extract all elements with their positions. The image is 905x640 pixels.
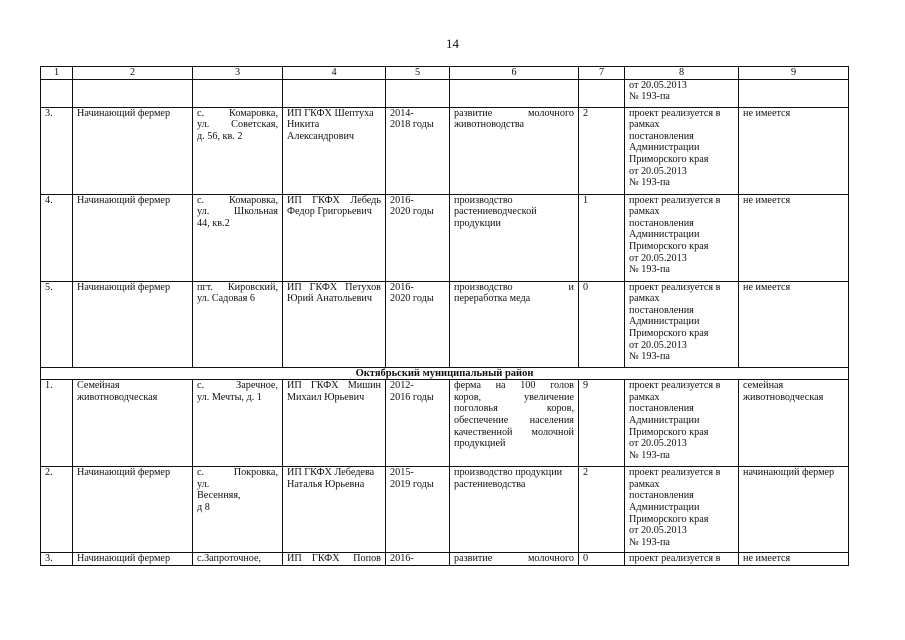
cell-program [625,553,739,566]
cell-text-line: с. Покровка, [197,467,278,479]
cell-text-line: Федор Григорьевич [287,206,372,218]
cell-text-line: обеспечение населения [454,414,574,426]
cell-status [739,79,849,107]
cell-program [625,107,739,194]
cell-text-line: ИП ГКФХ Попов [287,553,381,565]
table-row [41,194,849,281]
cell-owner [283,194,386,281]
cell-address [193,79,283,107]
cell-purpose [450,281,579,367]
cell-purpose [450,107,579,194]
cell-text-line: 44, кв.2 [197,217,230,229]
cell-text-line: Наталья Юрьевна [287,478,365,490]
cell-text-line: 2014- [390,107,414,119]
cell-text-line: Александрович [287,130,355,142]
cell-text-line: не имеется [743,194,791,206]
cell-text-line: ИП ГКФХ Шептуха [287,107,374,119]
cell-text-line: Приморского края [629,153,709,165]
cell-text-line: 0 [583,281,589,293]
cell-text-line: от 20.05.2013 [629,165,687,177]
cell-text-line: 1 [583,194,589,206]
cell-status [739,380,849,467]
column-number-5: 5 [386,67,450,80]
cell-text-line: 2016- [390,281,414,293]
cell-period [386,107,450,194]
cell-text-line: проект реализуется в [629,107,721,119]
section-header-row [41,367,849,380]
cell-program [625,194,739,281]
cell-program [625,380,739,467]
table-row [41,107,849,194]
column-number-2: 2 [73,67,193,80]
table-row [41,380,849,467]
cell-text-line: ферма на 100 голов [454,380,574,392]
cell-text-line: 2020 годы [390,206,434,218]
cell-farm-type [73,107,193,194]
cell-text-line: Начинающий фермер [77,467,171,479]
cell-text-line: 1. [45,380,53,392]
cell-owner [283,467,386,553]
cell-text-line: животноводческая [743,391,824,403]
cell-period [386,281,450,367]
cell-jobs [579,467,625,553]
cell-text-line: Администрации [629,229,700,241]
cell-text-line: рамках [629,478,660,490]
cell-text-line: ул. Мечты, д. 1 [197,391,262,403]
cell-text-line: 2016 годы [390,391,434,403]
cell-text-line: 3. [45,553,53,565]
cell-period [386,553,450,566]
cell-jobs [579,380,625,467]
cell-text-line: развитие молочного [454,553,574,565]
cell-owner [283,281,386,367]
cell-purpose [450,467,579,553]
cell-text-line: ул. Садовая 6 [197,293,255,305]
cell-text-line: 2 [583,467,589,479]
cell-text-line: Начинающий фермер [77,281,171,293]
cell-owner [283,553,386,566]
cell-jobs [579,79,625,107]
cell-address [193,107,283,194]
cell-text-line: постановления [629,217,694,229]
column-number-1: 1 [41,67,73,80]
cell-text-line: Начинающий фермер [77,194,171,206]
cell-text-line: ИП ГКФХ Петухов [287,281,381,293]
cell-farm-type [73,194,193,281]
cell-text-line: проект реализуется в [629,194,721,206]
cell-text-line: начинающий фермер [743,467,835,479]
cell-text-line: № 193-па [629,177,670,189]
cell-text-line: Семейная [77,380,120,392]
cell-text-line: 2016- [390,553,414,565]
cell-text-line: продукции [454,217,501,229]
table-row [41,467,849,553]
cell-text-line: № 193-па [629,91,670,103]
cell-purpose [450,79,579,107]
cell-jobs [579,553,625,566]
cell-period [386,79,450,107]
cell-text-line: проект реализуется в [629,380,721,392]
cell-text-line: Никита [287,119,320,131]
cell-text-line: с. Заречное, [197,380,278,392]
cell-text-line: Юрий Анатольевич [287,293,372,305]
cell-status [739,553,849,566]
cell-owner [283,107,386,194]
cell-text-line: проект реализуется в [629,553,721,565]
cell-farm-type [73,467,193,553]
cell-text-line: от 20.05.2013 [629,339,687,351]
cell-jobs [579,194,625,281]
cell-text-line: от 20.05.2013 [629,252,687,264]
cell-row-number [41,194,73,281]
cell-text-line: животноводства [454,119,525,131]
cell-text-line: переработка меда [454,293,531,305]
cell-text-line: с. Комаровка, [197,107,278,119]
cell-text-line: 2020 годы [390,293,434,305]
cell-purpose [450,194,579,281]
cell-purpose [450,553,579,566]
cell-text-line: производство и [454,281,574,293]
cell-text-line: проект реализуется в [629,281,721,293]
cell-text-line: производство [454,194,513,206]
cell-owner [283,79,386,107]
cell-text-line: Михаил Юрьевич [287,391,365,403]
column-number-9: 9 [739,67,849,80]
cell-text-line: Приморского края [629,513,709,525]
cell-text-line: 2 [583,107,589,119]
cell-text-line: Администрации [629,142,700,154]
cell-row-number [41,107,73,194]
cell-text-line: № 193-па [629,536,670,548]
cell-text-line: 2019 годы [390,478,434,490]
cell-text-line: ИП ГКФХ Лебедь [287,194,381,206]
cell-text-line: рамках [629,119,660,131]
cell-row-number [41,380,73,467]
cell-address [193,194,283,281]
cell-text-line: с.Запроточное, [197,553,262,565]
cell-text-line: животноводческая [77,391,158,403]
cell-text-line: 2015- [390,467,414,479]
cell-text-line: от 20.05.2013 [629,79,687,91]
cell-text-line: продукцией [454,438,506,450]
page-number: 14 [446,36,459,51]
registry-table [40,66,849,566]
cell-text-line: № 193-па [629,264,670,276]
cell-status [739,467,849,553]
cell-text-line: 4. [45,194,53,206]
cell-text-line: рамках [629,391,660,403]
cell-text-line: постановления [629,490,694,502]
cell-text-line: 5. [45,281,53,293]
cell-text-line: развитие молочного [454,107,574,119]
cell-text-line: ул. Советская, [197,119,278,131]
cell-text-line: семейная [743,380,784,392]
cell-text-line: ИП ГКФХ Лебедева [287,467,375,479]
cell-purpose [450,380,579,467]
cell-text-line: коров, увеличение [454,391,574,403]
cell-text-line: ул. [197,478,210,490]
cell-text-line: постановления [629,304,694,316]
cell-text-line: рамках [629,293,660,305]
cell-text-line: проект реализуется в [629,467,721,479]
cell-text-line: Приморского края [629,327,709,339]
cell-text-line: Начинающий фермер [77,553,171,565]
cell-text-line: постановления [629,130,694,142]
cell-text-line: 2012- [390,380,414,392]
cell-text-line: от 20.05.2013 [629,438,687,450]
cell-row-number [41,281,73,367]
cell-text-line: растениеводческой [454,206,537,218]
cell-text-line: 2. [45,467,53,479]
cell-text-line: от 20.05.2013 [629,525,687,537]
table-body [41,67,849,566]
cell-farm-type [73,553,193,566]
cell-program [625,79,739,107]
cell-period [386,380,450,467]
cell-text-line: Администрации [629,501,700,513]
cell-text-line: д 8 [197,501,210,513]
cell-text-line: д. 56, кв. 2 [197,130,243,142]
cell-row-number [41,467,73,553]
cell-text-line: 2018 годы [390,119,434,131]
cell-text-line: рамках [629,206,660,218]
cell-jobs [579,107,625,194]
cell-period [386,467,450,553]
cell-address [193,281,283,367]
cell-address [193,553,283,566]
column-number-3: 3 [193,67,283,80]
cell-status [739,107,849,194]
cell-status [739,281,849,367]
column-number-4: 4 [283,67,386,80]
cell-text-line: растениеводства [454,478,526,490]
cell-text-line: не имеется [743,107,791,119]
table-row [41,553,849,566]
cell-text-line: ул. Школьная [197,206,278,218]
cell-text-line: Администрации [629,316,700,328]
cell-address [193,380,283,467]
column-number-row [41,67,849,80]
table-row [41,79,849,107]
section-title: Октябрьский муниципальный район [41,367,849,380]
cell-jobs [579,281,625,367]
cell-text-line: Весенняя, [197,490,241,502]
cell-text-line: 2016- [390,194,414,206]
cell-farm-type [73,380,193,467]
cell-program [625,467,739,553]
cell-address [193,467,283,553]
cell-text-line: ИП ГКФХ Мишин [287,380,381,392]
cell-text-line: Приморского края [629,240,709,252]
cell-text-line: 9 [583,380,589,392]
column-number-7: 7 [579,67,625,80]
cell-text-line: Приморского края [629,426,709,438]
column-number-6: 6 [450,67,579,80]
column-number-8: 8 [625,67,739,80]
cell-text-line: 0 [583,553,589,565]
cell-owner [283,380,386,467]
cell-text-line: № 193-па [629,351,670,363]
cell-period [386,194,450,281]
cell-text-line: Администрации [629,414,700,426]
table-row [41,281,849,367]
cell-text-line: 3. [45,107,53,119]
cell-text-line: производство продукции [454,467,563,479]
cell-status [739,194,849,281]
cell-text-line: пгт. Кировский, [197,281,278,293]
cell-farm-type [73,281,193,367]
cell-program [625,281,739,367]
cell-text-line: поголовья коров, [454,403,574,415]
cell-row-number [41,79,73,107]
cell-row-number [41,553,73,566]
cell-farm-type [73,79,193,107]
cell-text-line: не имеется [743,281,791,293]
cell-text-line: с. Комаровка, [197,194,278,206]
cell-text-line: № 193-па [629,449,670,461]
cell-text-line: постановления [629,403,694,415]
cell-text-line: не имеется [743,553,791,565]
cell-text-line: Начинающий фермер [77,107,171,119]
cell-text-line: качественной молочной [454,426,574,438]
